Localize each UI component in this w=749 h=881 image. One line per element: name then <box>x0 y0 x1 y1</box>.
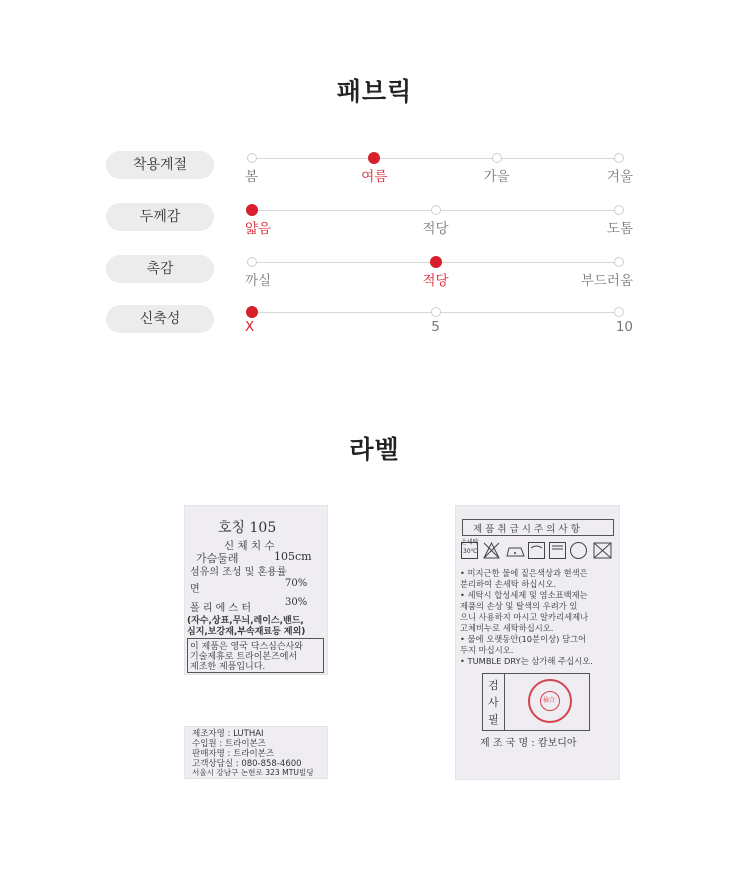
notice-line-3: 제조한 제품입니다. <box>190 662 266 672</box>
care-line-2b: 제품의 손상 및 탈색의 우려가 있 <box>460 601 578 611</box>
rating-dot <box>247 153 257 163</box>
fiber-heading: 섬유의 조성 및 혼용률 <box>190 567 287 578</box>
address: 서울시 강남구 논현로 323 MTU빌딩 <box>192 768 314 777</box>
rating-track <box>252 158 619 159</box>
fiber-1-pct: 70% <box>285 578 308 589</box>
chest-value: 105cm <box>274 550 312 563</box>
care-line-2d: 고체비누로 세탁하십시오. <box>460 623 554 633</box>
rating-dot-selected <box>368 152 380 164</box>
rating-point-label: X <box>245 319 255 335</box>
inspection-box <box>482 673 590 731</box>
care-line-2c: 으니 사용하지 마시고 알카리세제나 <box>460 612 589 622</box>
inspection-seal <box>528 679 572 723</box>
fiber-2-name: 폴 리 에 스 터 <box>190 603 252 614</box>
wash-temperature: 30℃ <box>463 548 478 555</box>
care-line-2a: • 세탁시 합성세제 및 염소표백제는 <box>460 590 588 600</box>
shade-dry-icon <box>549 542 566 559</box>
fabric-row <box>0 255 749 295</box>
customer-service: 고객상담실 : 080-858-4600 <box>192 759 302 769</box>
rating-dot <box>614 307 624 317</box>
seller-name: 판매자명 : 트라이본즈 <box>192 749 275 759</box>
rating-point-label: 얇음 <box>245 221 272 237</box>
care-heading-box <box>462 519 614 536</box>
hand-wash-label: 손세탁 <box>461 539 479 546</box>
rating-point-label: 부드러움 <box>580 273 633 289</box>
maker-name: 제조자명 : LUTHAI <box>192 729 264 739</box>
fabric-row <box>0 151 749 191</box>
rating-point-label: 여름 <box>361 169 388 185</box>
iron-icon <box>505 542 522 559</box>
rating-dot <box>614 153 624 163</box>
rating-point-label: 가을 <box>483 169 510 185</box>
rating-dot-selected <box>430 256 442 268</box>
fabric-row-label: 촉감 <box>106 255 214 283</box>
rating-dot <box>247 257 257 267</box>
notice-line-1: 이 제품은 영국 닥스심슨사와 <box>190 642 303 652</box>
notice-box <box>187 638 324 673</box>
rating-point-label: 적당 <box>422 273 449 289</box>
care-line-3a: • 물에 오랫동안(10분이상) 담그어 <box>460 634 587 644</box>
fabric-row-label: 두께감 <box>106 203 214 231</box>
rating-point-label: 5 <box>431 319 440 335</box>
label-title: 라벨 <box>349 435 400 464</box>
size-text: 호칭 105 <box>218 520 277 536</box>
fiber-1-name: 면 <box>190 584 200 595</box>
fabric-row <box>0 203 749 243</box>
dry-icon <box>528 542 545 559</box>
rating-point-label: 10 <box>615 319 633 335</box>
maker-info-tag <box>184 726 328 779</box>
fiber-2-pct: 30% <box>285 597 308 608</box>
rating-dot <box>492 153 502 163</box>
care-instruction-tag <box>455 505 620 780</box>
notice-line-2: 기술제휴로 트라이본즈에서 <box>190 652 298 662</box>
inspection-char-3: 필 <box>488 713 499 726</box>
rating-dot-selected <box>246 204 258 216</box>
rating-point-label: 도톰 <box>606 221 633 237</box>
rating-point-label: 적당 <box>422 221 449 237</box>
rating-point-label: 까실 <box>245 273 272 289</box>
body-dimension-text: 신 체 치 수 <box>224 540 275 552</box>
inspection-char-1: 검 <box>488 679 499 692</box>
fabric-row <box>0 305 749 345</box>
care-heading: 제 품 취 급 시 주 의 사 항 <box>473 524 580 535</box>
care-line-4: • TUMBLE DRY는 삼가해 주십시오. <box>460 656 593 666</box>
rating-point-label: 봄 <box>245 169 259 185</box>
care-line-3b: 두지 마십시오. <box>460 645 514 655</box>
care-line-1b: 분리하여 손세탁 하십시오. <box>460 579 557 589</box>
care-line-1a: • 미지근한 물에 짙은색상과 현색은 <box>460 568 588 578</box>
rating-point-label: 겨울 <box>606 169 633 185</box>
rating-dot-selected <box>246 306 258 318</box>
hand-wash-icon <box>461 539 479 559</box>
fabric-row-label: 신축성 <box>106 305 214 333</box>
exclusion-line-1: (자수,상표,무늬,레이스,밴드, <box>187 616 304 626</box>
size-composition-tag <box>184 505 328 675</box>
no-bleach-icon <box>483 542 500 559</box>
fabric-row-label: 착용계절 <box>106 151 214 179</box>
rating-dot <box>431 205 441 215</box>
exclusion-line-2: 심지,보강재,부속재료등 제외) <box>187 627 306 637</box>
dry-clean-icon <box>570 542 587 559</box>
rating-dot <box>431 307 441 317</box>
no-tumble-dry-icon <box>593 542 610 559</box>
chest-label: 가슴둘레 <box>196 552 239 565</box>
inspection-char-2: 사 <box>488 696 499 709</box>
rating-dot <box>614 257 624 267</box>
care-icons <box>461 539 613 562</box>
importer-name: 수입원 : 트라이본즈 <box>192 739 266 749</box>
fabric-title: 패브릭 <box>336 77 413 106</box>
rating-dot <box>614 205 624 215</box>
seal-center-text: 檢合 <box>543 697 556 704</box>
origin-country: 제 조 국 명 : 캄보디아 <box>480 738 577 749</box>
